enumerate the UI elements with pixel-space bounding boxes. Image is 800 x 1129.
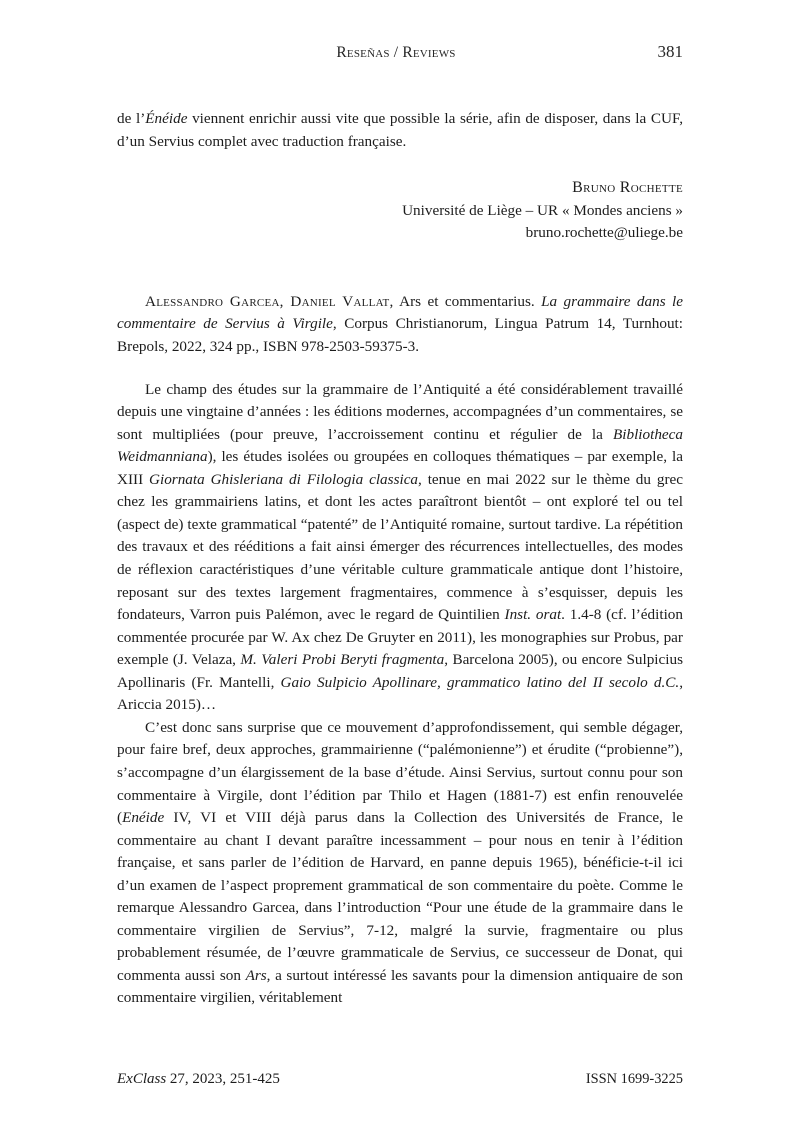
page-footer xyxy=(117,1071,683,1088)
italic-run: Ars xyxy=(245,966,267,984)
text-run: , a surtout intéressé les savants pour la dimension antiquaire de son commentaire virgilien, véritablement xyxy=(117,966,684,1007)
italic-run: M. Valeri Probi Beryti fragmenta xyxy=(240,651,445,669)
review-paragraph xyxy=(117,379,683,717)
footer-issue: 27, 2023, 251-425 xyxy=(166,1071,280,1087)
text-run: , tenue en mai 2022 sur le thème du grec chez les grammairiens latins, et dont les actes paraîtront bientôt – ont exploré tel ou tel (aspect de) texte grammatical “patenté” de l’Antiquité romaine, surtout tardive. La répétition des travaux et des rééditions a fait ainsi émerger des récurrences intellectuelles, des modes de réflexion caractéristiques d’une véritable culture grammaticale antique dont l’histoire, reposant sur des textes largement fragmentaires, commence à s’esquisser, depuis les fondateurs, Varron puis Palémon, avec le regard de Quintilien xyxy=(117,470,683,624)
text-run: Le champ des études sur la grammaire de l’Antiquité a été considérablement travaillé depuis une vingtaine d’années : les éditions modernes, accompagnées d’un commentaires, se sont multipliées (pour preuve, l’accroissement continu et régulier de la xyxy=(117,380,683,443)
text-run: C’est donc sans surprise que ce mouvement d’approfondissement, qui semble dégager, pour faire bref, deux approches, grammairienne (“palémonienne”) et érudite (“probienne”), s’accompagne d’un élargissement de la base d’étude. Ainsi Servius, surtout connu pour son commentaire à Virgile, dont l’édition par Thilo et Hagen (1881-7) est enfin renouvelée ( xyxy=(117,718,683,827)
italic-run: Giornata Ghisleriana di Filologia classica xyxy=(149,470,419,488)
italic-run: Inst. orat xyxy=(504,606,562,624)
page-number: 381 xyxy=(657,42,683,61)
closing-paragraph-text: de l’Énéide viennent enrichir aussi vite que possible la série, afin de disposer, dans la CUF, d’un Servius complet avec traduction française. xyxy=(117,110,683,150)
footer-issn: ISSN 1699-3225 xyxy=(585,1071,683,1087)
text-run: . 1.4-8 (cf. l’édition commentée procurée par W. Ax chez De Gruyter en 2011), les monographies sur Probus, par exemple (J. Velaza, xyxy=(117,606,683,669)
footer-journal-name: ExClass xyxy=(117,1071,167,1087)
italic-run: Enéide xyxy=(122,809,165,827)
continued-review-closing-paragraph xyxy=(117,108,683,153)
text-column xyxy=(117,108,683,1010)
running-head xyxy=(117,42,683,64)
citation-title-italic: La grammaire dans le commentaire de Servius à Virgile xyxy=(117,292,683,333)
reviewer-signature xyxy=(117,177,683,245)
italic-run: Bibliotheca Weidmanniana xyxy=(117,425,683,466)
text-run: IV, VI et VIII déjà parus dans la Collection des Universités de France, le commentaire au chant I devant paraître incessamment – pour nous en tenir à l’édition française, et sans parler de l’édition de Harvard, en panne depuis 1965), bénéficie-t-il ici d’un examen de l’aspect proprement grammatical de son commentaire du poète. Comme le remarque Alessandro Garcea, dans l’introduction “Pour une étude de la grammaire dans le commentaire virgilien de Servius”, 7-12, malgré la survie, fragmentaire ou plus probablement résumée, de l’œuvre grammaticale de Servius, ce successeur de Donat, qui commenta aussi son xyxy=(117,809,683,984)
text-run: , Ariccia 2015)… xyxy=(117,673,683,714)
citation-imprint: , Corpus Christianorum, Lingua Patrum 14, Turnhout: Brepols, 2022, 324 pp., ISBN 978-2503-59375-3. xyxy=(117,315,683,356)
citation-authors: Alessandro Garcea, Daniel Vallat, xyxy=(145,292,394,310)
reviewer-name: Bruno Rochette xyxy=(572,179,683,197)
review-paragraph xyxy=(117,717,683,1010)
review-body xyxy=(117,379,683,1010)
reviewer-email: bruno.rochette@uliege.be xyxy=(525,224,683,242)
reviewer-affiliation: Université de Liège – UR « Mondes anciens » xyxy=(402,201,683,219)
running-head-title: Reseñas / Reviews xyxy=(336,44,456,61)
review-citation-heading xyxy=(117,291,683,359)
text-run: ), les études isolées ou groupées en colloques thématiques – par exemple, la XIII xyxy=(117,448,683,488)
footer-citation xyxy=(117,1071,280,1088)
italic-run: Gaio Sulpicio Apollinare, grammatico latino del II secolo d.C. xyxy=(280,673,680,691)
work-title-italic: Énéide xyxy=(145,110,188,127)
citation-title-roman: Ars et commentarius. xyxy=(393,292,542,310)
text-run: , Barcelona 2005), ou encore Sulpicius Apollinaris (Fr. Mantelli, xyxy=(117,651,683,691)
